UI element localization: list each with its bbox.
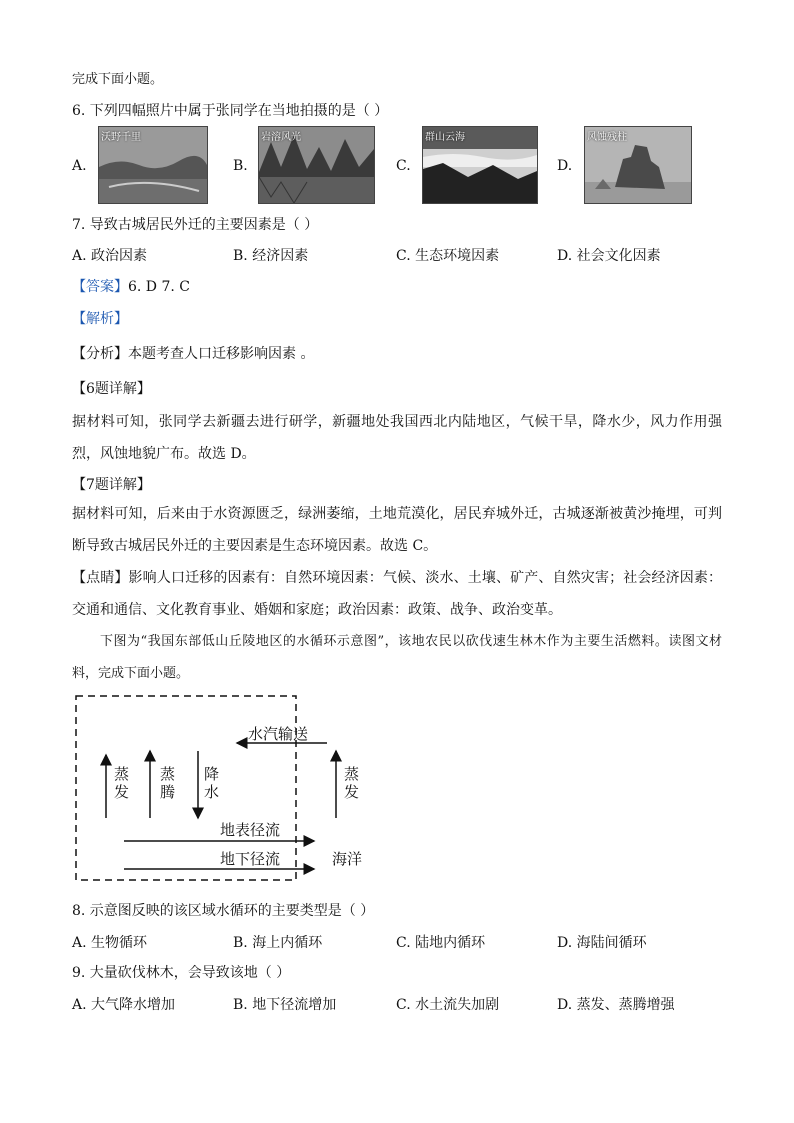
precipitation-label: 降水 (204, 765, 220, 801)
q6-photo-c (422, 126, 538, 204)
q6-option-a-letter: A. (72, 158, 87, 174)
answer-label: 【答案】 (72, 279, 128, 295)
q6-photo-d-caption: 风蚀残柱 (587, 132, 627, 143)
fenxi-label: 【分析】 (72, 346, 128, 362)
q6-photo-a-caption: 沃野千里 (101, 132, 141, 143)
d7-title: 【7题详解】 (72, 477, 151, 493)
answer-value: 6. D 7. C (128, 279, 191, 295)
ocean-label: 海洋 (332, 850, 363, 868)
water-cycle-diagram (72, 693, 412, 883)
underground-runoff-label: 地下径流 (220, 850, 281, 868)
d6-title: 【6题详解】 (72, 381, 151, 397)
vapor-transport-label: 水汽输送 (248, 725, 309, 743)
q8-option-b: B. 海上内循环 (233, 935, 323, 951)
q9-option-a: A. 大气降水增加 (72, 997, 176, 1013)
q9-option-c: C. 水土流失加剧 (396, 997, 500, 1013)
q6-photo-d (584, 126, 692, 204)
q7-option-a: A. 政治因素 (72, 248, 148, 264)
q9-option-b: B. 地下径流增加 (233, 997, 337, 1013)
q8-stem: 8. 示意图反映的该区域水循环的主要类型是（ ） (72, 903, 375, 919)
q6-stem: 6. 下列四幅照片中属于张同学在当地拍摄的是（ ） (72, 103, 389, 119)
q9-option-d: D. 蒸发、蒸腾增强 (557, 997, 675, 1013)
intro-top: 完成下面小题。 (72, 72, 164, 87)
evaporation-label-sea: 蒸发 (344, 765, 360, 801)
q8-option-a: A. 生物循环 (72, 935, 148, 951)
q9-stem: 9. 大量砍伐林木，会导致该地（ ） (72, 965, 291, 981)
surface-runoff-label: 地表径流 (220, 821, 281, 839)
material-text: 下图为“我国东部低山丘陵地区的水循环示意图”，该地农民以砍伐速生林木作为主要生活燃料。读图文材料，完成下面小题。 (72, 634, 722, 681)
jiexi-label: 【解析】 (72, 311, 128, 327)
fenxi-text: 本题考查人口迁移影响因素 。 (128, 346, 315, 362)
fenxi-line (72, 343, 314, 363)
q8-option-c: C. 陆地内循环 (396, 935, 486, 951)
q6-option-c-letter: C. (396, 158, 411, 174)
q7-option-d: D. 社会文化因素 (557, 248, 661, 264)
transpiration-label: 蒸腾 (160, 765, 176, 801)
answer-line (72, 276, 190, 296)
evaporation-label-land: 蒸发 (114, 765, 130, 801)
q6-option-b-letter: B. (233, 158, 248, 174)
q7-option-c: C. 生态环境因素 (396, 248, 500, 264)
dianjing-label: 【点睛】 (72, 570, 129, 586)
q8-option-d: D. 海陆间循环 (557, 935, 647, 951)
dianjing-block (72, 562, 722, 626)
d6-text: 据材料可知，张同学去新疆去进行研学，新疆地处我国西北内陆地区，气候干旱，降水少，风力作用强烈，风蚀地貌广布。故选 D。 (72, 414, 722, 462)
q6-photo-c-caption: 群山云海 (425, 132, 465, 143)
q6-photo-b (258, 126, 375, 204)
dianjing-text: 影响人口迁移的因素有：自然环境因素：气候、淡水、土壤、矿产、自然灾害；社会经济因素：交通和通信、文化教育事业、婚姻和家庭；政治因素：政策、战争、政治变革。 (72, 570, 723, 618)
q7-option-b: B. 经济因素 (233, 248, 309, 264)
q6-photo-a (98, 126, 208, 204)
q6-option-d-letter: D. (557, 158, 573, 174)
q7-stem: 7. 导致古城居民外迁的主要因素是（ ） (72, 217, 319, 233)
d7-text: 据材料可知，后来由于水资源匮乏，绿洲萎缩，土地荒漠化，居民弃城外迁，古城逐渐被黄沙掩埋，可判断导致古城居民外迁的主要因素是生态环境因素。故选 C。 (72, 506, 722, 554)
q6-photo-b-caption: 岩溶风光 (261, 132, 301, 143)
